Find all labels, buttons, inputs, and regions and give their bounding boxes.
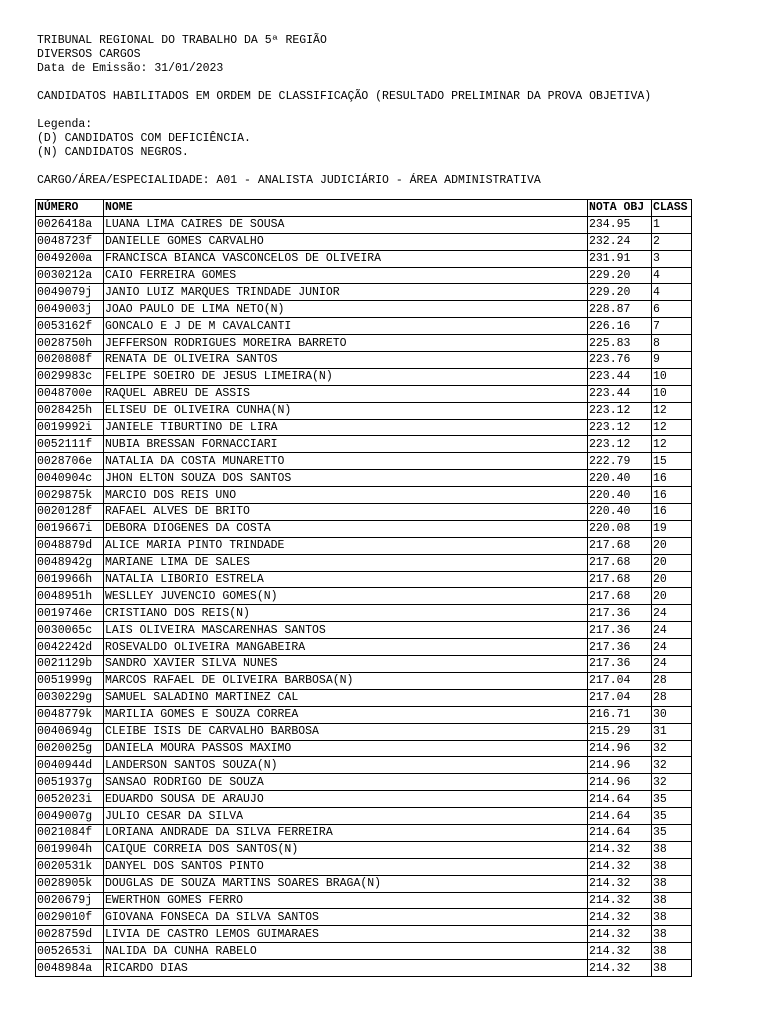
candidate-name: CAIO FERREIRA GOMES (104, 267, 588, 284)
candidate-score: 220.40 (588, 487, 652, 504)
table-row (36, 250, 692, 267)
candidate-number: 0040944d (36, 757, 104, 774)
candidate-number: 0020679j (36, 892, 104, 909)
candidate-name: MARILIA GOMES E SOUZA CORREA (104, 706, 588, 723)
candidate-number: 0019966h (36, 571, 104, 588)
candidate-class: 24 (652, 605, 692, 622)
candidate-score: 217.68 (588, 571, 652, 588)
legend-black-candidates: (N) CANDIDATOS NEGROS. (37, 146, 189, 159)
table-row (36, 520, 692, 537)
emission-date: Data de Emissão: 31/01/2023 (37, 62, 224, 75)
candidate-name: RENATA DE OLIVEIRA SANTOS (104, 352, 588, 369)
candidate-number: 0026418a (36, 216, 104, 233)
candidate-class: 35 (652, 808, 692, 825)
candidate-number: 0030065c (36, 622, 104, 639)
candidate-class: 4 (652, 284, 692, 301)
candidate-number: 0029983c (36, 368, 104, 385)
candidate-score: 214.32 (588, 841, 652, 858)
table-row (36, 656, 692, 673)
candidate-score: 232.24 (588, 233, 652, 250)
candidate-number: 0020808f (36, 352, 104, 369)
candidate-name: SANDRO XAVIER SILVA NUNES (104, 656, 588, 673)
candidate-class: 16 (652, 487, 692, 504)
candidate-name: ROSEVALDO OLIVEIRA MANGABEIRA (104, 639, 588, 656)
candidate-name: LIVIA DE CASTRO LEMOS GUIMARAES (104, 926, 588, 943)
report-title: CANDIDATOS HABILITADOS EM ORDEM DE CLASSIFICAÇÃO (RESULTADO PRELIMINAR DA PROVA OBJETIVA) (37, 90, 652, 103)
candidate-name: NATALIA LIBORIO ESTRELA (104, 571, 588, 588)
candidate-class: 16 (652, 470, 692, 487)
candidate-class: 24 (652, 639, 692, 656)
candidate-number: 0021129b (36, 656, 104, 673)
candidate-class: 8 (652, 335, 692, 352)
table-row (36, 841, 692, 858)
candidate-name: EDUARDO SOUSA DE ARAUJO (104, 791, 588, 808)
candidate-class: 9 (652, 352, 692, 369)
table-row (36, 453, 692, 470)
candidate-name: CLEIBE ISIS DE CARVALHO BARBOSA (104, 723, 588, 740)
candidate-score: 217.04 (588, 689, 652, 706)
candidate-name: GONCALO E J DE M CAVALCANTI (104, 318, 588, 335)
candidate-class: 3 (652, 250, 692, 267)
candidate-number: 0019746e (36, 605, 104, 622)
document-subtitle: DIVERSOS CARGOS (37, 48, 141, 61)
candidate-number: 0049200a (36, 250, 104, 267)
table-row (36, 706, 692, 723)
candidate-class: 24 (652, 622, 692, 639)
candidate-name: SANSAO RODRIGO DE SOUZA (104, 774, 588, 791)
candidate-score: 214.32 (588, 858, 652, 875)
candidate-number: 0048700e (36, 385, 104, 402)
candidate-score: 223.44 (588, 385, 652, 402)
candidate-name: JULIO CESAR DA SILVA (104, 808, 588, 825)
table-row (36, 689, 692, 706)
table-row (36, 943, 692, 960)
candidate-class: 38 (652, 960, 692, 977)
candidate-number: 0049003j (36, 301, 104, 318)
candidate-name: LANDERSON SANTOS SOUZA(N) (104, 757, 588, 774)
column-header-score: NOTA OBJ (588, 200, 652, 217)
candidate-number: 0048879d (36, 537, 104, 554)
candidate-class: 38 (652, 909, 692, 926)
candidate-score: 228.87 (588, 301, 652, 318)
table-row (36, 605, 692, 622)
table-row (36, 402, 692, 419)
candidate-score: 217.68 (588, 554, 652, 571)
table-row (36, 639, 692, 656)
candidate-score: 214.32 (588, 875, 652, 892)
candidate-class: 28 (652, 672, 692, 689)
candidate-name: WESLLEY JUVENCIO GOMES(N) (104, 588, 588, 605)
candidate-number: 0028759d (36, 926, 104, 943)
column-header-number: NÚMERO (36, 200, 104, 217)
candidate-class: 38 (652, 943, 692, 960)
candidate-name: DANYEL DOS SANTOS PINTO (104, 858, 588, 875)
candidate-score: 214.32 (588, 892, 652, 909)
candidate-class: 35 (652, 791, 692, 808)
candidate-number: 0030212a (36, 267, 104, 284)
candidate-class: 6 (652, 301, 692, 318)
candidate-number: 0028425h (36, 402, 104, 419)
candidate-number: 0029010f (36, 909, 104, 926)
candidate-score: 229.20 (588, 284, 652, 301)
table-row (36, 571, 692, 588)
candidate-number: 0042242d (36, 639, 104, 656)
legend-deficiency: (D) CANDIDATOS COM DEFICIÊNCIA. (37, 132, 251, 145)
table-row (36, 318, 692, 335)
candidate-number: 0049007g (36, 808, 104, 825)
table-row (36, 926, 692, 943)
candidate-score: 214.32 (588, 909, 652, 926)
candidate-class: 20 (652, 554, 692, 571)
table-row (36, 352, 692, 369)
table-row (36, 284, 692, 301)
candidate-number: 0048723f (36, 233, 104, 250)
candidate-score: 223.76 (588, 352, 652, 369)
candidate-name: NUBIA BRESSAN FORNACCIARI (104, 436, 588, 453)
candidate-number: 0051999g (36, 672, 104, 689)
candidate-class: 1 (652, 216, 692, 233)
table-row (36, 301, 692, 318)
candidate-score: 214.64 (588, 791, 652, 808)
candidate-class: 20 (652, 588, 692, 605)
candidate-class: 38 (652, 892, 692, 909)
table-header-row (36, 200, 692, 217)
candidate-score: 217.68 (588, 588, 652, 605)
table-row (36, 385, 692, 402)
candidate-name: JEFFERSON RODRIGUES MOREIRA BARRETO (104, 335, 588, 352)
table-row (36, 909, 692, 926)
candidates-table (35, 199, 692, 977)
candidate-score: 220.40 (588, 470, 652, 487)
table-row (36, 808, 692, 825)
table-row (36, 216, 692, 233)
candidate-name: NALIDA DA CUNHA RABELO (104, 943, 588, 960)
column-header-name: NOME (104, 200, 588, 217)
candidate-class: 38 (652, 875, 692, 892)
table-row (36, 622, 692, 639)
candidate-name: JANIO LUIZ MARQUES TRINDADE JUNIOR (104, 284, 588, 301)
candidate-score: 215.29 (588, 723, 652, 740)
candidate-number: 0051937g (36, 774, 104, 791)
candidate-name: ELISEU DE OLIVEIRA CUNHA(N) (104, 402, 588, 419)
candidate-name: GIOVANA FONSECA DA SILVA SANTOS (104, 909, 588, 926)
candidate-number: 0040904c (36, 470, 104, 487)
candidate-score: 220.40 (588, 504, 652, 521)
table-row (36, 588, 692, 605)
candidate-class: 32 (652, 740, 692, 757)
candidate-score: 229.20 (588, 267, 652, 284)
candidate-score: 214.64 (588, 824, 652, 841)
candidate-score: 226.16 (588, 318, 652, 335)
candidate-score: 220.08 (588, 520, 652, 537)
candidate-score: 214.32 (588, 960, 652, 977)
candidate-number: 0019667i (36, 520, 104, 537)
candidate-class: 2 (652, 233, 692, 250)
table-row (36, 757, 692, 774)
candidate-number: 0021084f (36, 824, 104, 841)
candidate-name: MARCIO DOS REIS UNO (104, 487, 588, 504)
candidate-number: 0049079j (36, 284, 104, 301)
candidate-score: 214.64 (588, 808, 652, 825)
table-row (36, 672, 692, 689)
table-row (36, 774, 692, 791)
candidate-score: 231.91 (588, 250, 652, 267)
table-row (36, 419, 692, 436)
table-row (36, 368, 692, 385)
candidate-score: 222.79 (588, 453, 652, 470)
candidate-name: LAIS OLIVEIRA MASCARENHAS SANTOS (104, 622, 588, 639)
candidate-score: 223.12 (588, 402, 652, 419)
candidate-class: 12 (652, 402, 692, 419)
candidate-number: 0029875k (36, 487, 104, 504)
candidate-number: 0019992i (36, 419, 104, 436)
candidate-class: 30 (652, 706, 692, 723)
candidate-number: 0048951h (36, 588, 104, 605)
table-row (36, 824, 692, 841)
table-body (36, 216, 692, 976)
candidate-number: 0020025g (36, 740, 104, 757)
candidate-class: 38 (652, 858, 692, 875)
table-row (36, 892, 692, 909)
candidate-score: 234.95 (588, 216, 652, 233)
candidate-name: EWERTHON GOMES FERRO (104, 892, 588, 909)
candidate-score: 217.36 (588, 605, 652, 622)
candidate-score: 225.83 (588, 335, 652, 352)
table-row (36, 436, 692, 453)
candidate-number: 0019904h (36, 841, 104, 858)
legend-title: Legenda: (37, 118, 93, 131)
column-header-class: CLASS (652, 200, 692, 217)
candidate-score: 216.71 (588, 706, 652, 723)
candidate-name: LORIANA ANDRADE DA SILVA FERREIRA (104, 824, 588, 841)
candidate-number: 0052023i (36, 791, 104, 808)
candidate-name: LUANA LIMA CAIRES DE SOUSA (104, 216, 588, 233)
candidate-number: 0052653i (36, 943, 104, 960)
candidate-score: 217.36 (588, 639, 652, 656)
candidate-number: 0020531k (36, 858, 104, 875)
candidate-name: MARCOS RAFAEL DE OLIVEIRA BARBOSA(N) (104, 672, 588, 689)
table-row (36, 858, 692, 875)
candidate-name: SAMUEL SALADINO MARTINEZ CAL (104, 689, 588, 706)
candidate-class: 4 (652, 267, 692, 284)
candidate-number: 0048779k (36, 706, 104, 723)
table-row (36, 504, 692, 521)
candidate-number: 0028905k (36, 875, 104, 892)
candidate-number: 0040694g (36, 723, 104, 740)
candidate-name: DANIELA MOURA PASSOS MAXIMO (104, 740, 588, 757)
candidate-score: 214.96 (588, 757, 652, 774)
candidate-name: NATALIA DA COSTA MUNARETTO (104, 453, 588, 470)
institution-name: TRIBUNAL REGIONAL DO TRABALHO DA 5ª REGIÃO (37, 34, 327, 47)
candidate-class: 38 (652, 926, 692, 943)
candidate-score: 214.32 (588, 943, 652, 960)
candidate-name: DEBORA DIOGENES DA COSTA (104, 520, 588, 537)
candidate-number: 0028706e (36, 453, 104, 470)
candidate-score: 214.96 (588, 774, 652, 791)
candidate-name: DOUGLAS DE SOUZA MARTINS SOARES BRAGA(N) (104, 875, 588, 892)
table-row (36, 960, 692, 977)
candidate-number: 0053162f (36, 318, 104, 335)
candidate-name: JHON ELTON SOUZA DOS SANTOS (104, 470, 588, 487)
candidate-number: 0052111f (36, 436, 104, 453)
candidate-class: 10 (652, 368, 692, 385)
candidate-name: CRISTIANO DOS REIS(N) (104, 605, 588, 622)
candidate-score: 223.12 (588, 419, 652, 436)
table-row (36, 470, 692, 487)
table-row (36, 554, 692, 571)
table-row (36, 537, 692, 554)
candidate-score: 223.12 (588, 436, 652, 453)
candidate-class: 31 (652, 723, 692, 740)
table-row (36, 487, 692, 504)
table-row (36, 233, 692, 250)
candidate-name: JOAO PAULO DE LIMA NETO(N) (104, 301, 588, 318)
document-header (37, 34, 737, 188)
candidate-class: 15 (652, 453, 692, 470)
candidate-class: 19 (652, 520, 692, 537)
candidate-name: MARIANE LIMA DE SALES (104, 554, 588, 571)
candidate-score: 214.32 (588, 926, 652, 943)
candidate-class: 38 (652, 841, 692, 858)
position-title: CARGO/ÁREA/ESPECIALIDADE: A01 - ANALISTA JUDICIÁRIO - ÁREA ADMINISTRATIVA (37, 174, 541, 187)
candidate-number: 0048942g (36, 554, 104, 571)
candidate-name: RAFAEL ALVES DE BRITO (104, 504, 588, 521)
candidate-number: 0030229g (36, 689, 104, 706)
table-row (36, 740, 692, 757)
candidate-class: 35 (652, 824, 692, 841)
candidate-name: CAIQUE CORREIA DOS SANTOS(N) (104, 841, 588, 858)
candidate-score: 217.04 (588, 672, 652, 689)
candidate-class: 20 (652, 571, 692, 588)
candidate-class: 32 (652, 757, 692, 774)
candidate-name: ALICE MARIA PINTO TRINDADE (104, 537, 588, 554)
candidate-class: 10 (652, 385, 692, 402)
table-row (36, 791, 692, 808)
table-row (36, 723, 692, 740)
table-row (36, 875, 692, 892)
candidate-name: FELIPE SOEIRO DE JESUS LIMEIRA(N) (104, 368, 588, 385)
candidate-class: 20 (652, 537, 692, 554)
candidate-number: 0048984a (36, 960, 104, 977)
candidate-score: 217.36 (588, 622, 652, 639)
candidate-class: 7 (652, 318, 692, 335)
candidate-name: JANIELE TIBURTINO DE LIRA (104, 419, 588, 436)
candidate-score: 214.96 (588, 740, 652, 757)
candidate-class: 16 (652, 504, 692, 521)
candidate-class: 32 (652, 774, 692, 791)
candidate-number: 0020128f (36, 504, 104, 521)
candidate-class: 12 (652, 419, 692, 436)
table-row (36, 267, 692, 284)
candidate-class: 24 (652, 656, 692, 673)
candidate-name: RAQUEL ABREU DE ASSIS (104, 385, 588, 402)
candidate-name: DANIELLE GOMES CARVALHO (104, 233, 588, 250)
candidate-name: RICARDO DIAS (104, 960, 588, 977)
candidate-score: 217.36 (588, 656, 652, 673)
table-row (36, 335, 692, 352)
candidate-class: 28 (652, 689, 692, 706)
candidate-score: 223.44 (588, 368, 652, 385)
candidate-class: 12 (652, 436, 692, 453)
candidate-score: 217.68 (588, 537, 652, 554)
candidate-name: FRANCISCA BIANCA VASCONCELOS DE OLIVEIRA (104, 250, 588, 267)
candidate-number: 0028750h (36, 335, 104, 352)
